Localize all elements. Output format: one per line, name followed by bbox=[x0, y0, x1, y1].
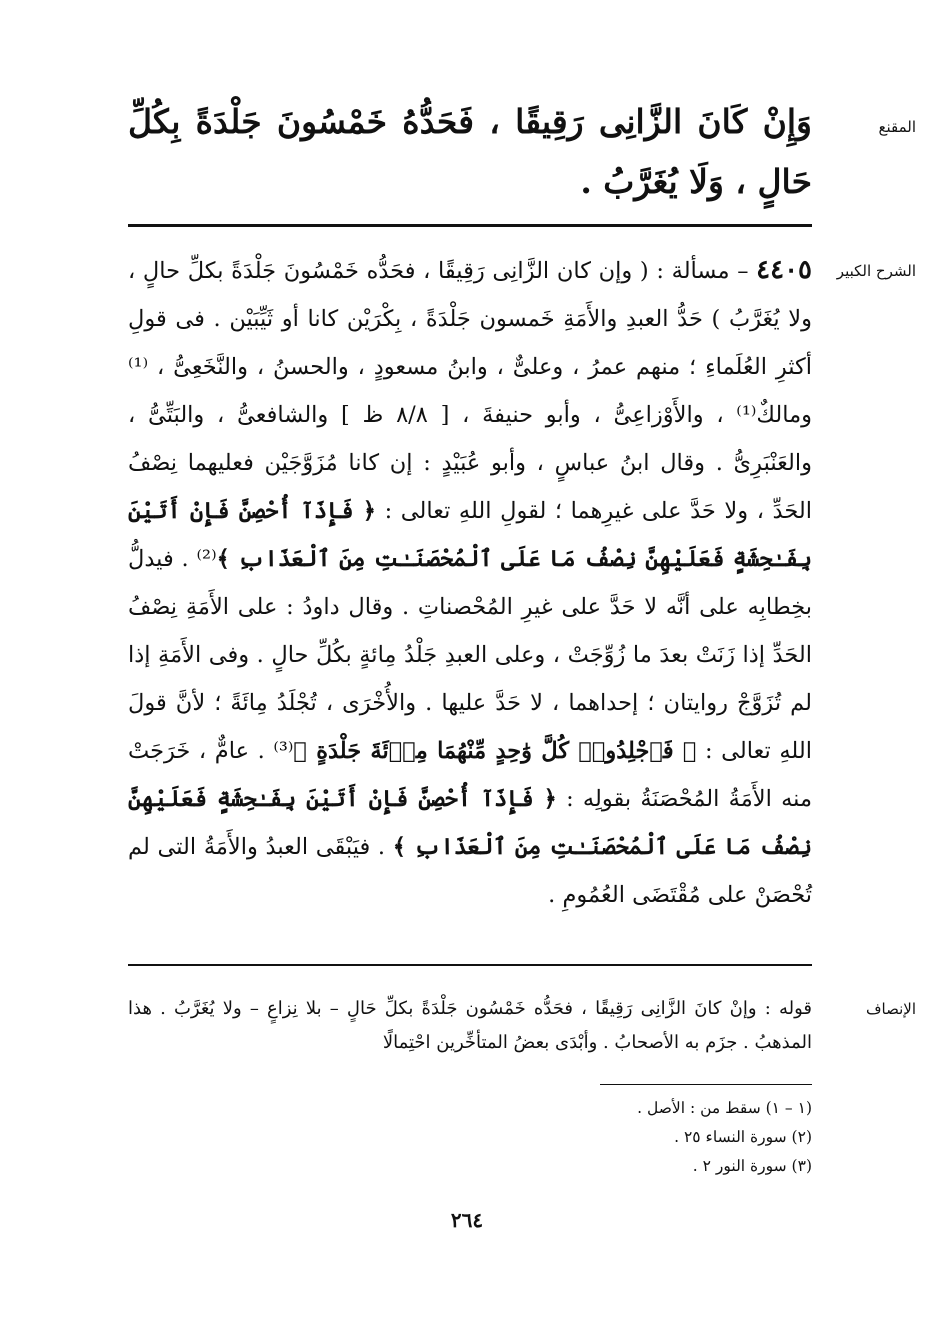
issue-number: ٤٤٠٥ bbox=[756, 255, 812, 285]
footnote-divider bbox=[600, 1084, 812, 1085]
sharh-paragraph-2: ⁽²⁾ . فيدلُّ بخِطابِه على أنَّه لا حَدَّ على غيرِ المُحْصناتِ . وقال داودُ : على الأَمَةِ نِصْفُ الحَدِّ إذا زَنَتْ بعدَ ما زُوِّجَتْ ، وعلى العبدِ جَلْدُ مِائةٍ بكُلِّ حالٍ . وفى الأَمَةِ إذا لم تُزَوَّجْ روايتان ؛ إحداهما ، لا حَدَّ عليها . والأُخْرَى ، تُجْلَدُ مِائَةً ؛ لأنَّ قولَ اللهِ تعالى : bbox=[128, 546, 812, 764]
quran-verse-3: ﴿ فَإِذَآ أُحْصِنَّ فَإِنْ أَتَيْنَ بِفَـٰحِشَةٍ فَعَلَيْهِنَّ نِصْفُ مَا عَلَى ٱلْمُحْصَنَـٰتِ مِنَ ٱلْعَذَابِ ﴾ bbox=[128, 786, 812, 860]
page-number: ٢٦٤ bbox=[450, 1208, 484, 1232]
footnote-item: (٣) سورة النور ٢ . bbox=[692, 1157, 812, 1175]
sharh-paragraph-4: . فيَبْقَى العبدُ والأَمَةُ التى لم تُحْصَنْ على مُقْتَضَى العُمُومِ . bbox=[128, 834, 812, 908]
sharh-paragraph-3: ⁽³⁾ . عامٌّ ، خَرَجَتْ منه الأَمَةُ المُحْصَنَةُ بقولِه : bbox=[128, 738, 812, 812]
footnote-item: (١ – ١) سقط من : الأصل . bbox=[637, 1099, 812, 1117]
footnotes bbox=[400, 1094, 812, 1181]
section-divider bbox=[128, 964, 812, 966]
sharh-paragraph-1: – مسألة : ( وإن كان الزَّانِى رَقِيقًا ، فحَدُّه خَمْسُونَ جَلْدَةً بكلِّ حالٍ ، ولا يُغَرَّبُ ) حَدُّ العبدِ والأَمَةِ خَمسون جَلْدَةً ، بِكْرَيْن كانا أو ثَيِّبَيْن . فى قولِ أكثرِ العُلَماءِ ؛ منهم عمرُ ، وعلىٌّ ، وابنُ مسعودٍ ، والحسنُ ، والنَّخَعِىُّ ، ⁽¹⁾ومالكٌ⁽¹⁾ ، والأَوْزاعِىُّ ، وأبو حنيفةَ ، [ ٨/٨ ظ ] والشافعىُّ ، والبَتِّىُّ ، والعَنْبَرِىُّ . وقال ابنُ عباسٍ ، وأبو عُبَيْدٍ : إن كانا مُزَوَّجَيْن فعليهما نِصْفُ الحَدِّ ، ولا حَدَّ على غيرِهما ؛ لقولِ اللهِ تعالى : bbox=[128, 258, 812, 524]
sharh-text bbox=[128, 246, 812, 919]
insaf-text: قوله : وإنْ كانَ الزَّانِى رَقِيقًا ، فحَدُّه خَمْسُون جَلْدَةً بكلِّ حَالٍ – بلا نِزاعٍ – ولا يُغَرَّبُ . هذا المذهبُ . جزَم به الأصحابُ . وأبْدَى بعضُ المتأخِّرين احْتِمالًا bbox=[128, 998, 812, 1053]
label-insaf: الإنصاف bbox=[865, 1000, 916, 1018]
muqni-text: وَإِنْ كَانَ الزَّانِى رَقِيقًا ، فَحَدُّهُ خَمْسُونَ جَلْدَةً بِكُلِّ حَالٍ ، وَلَا يُغَرَّبُ . bbox=[128, 102, 812, 201]
label-muqni: المقنع bbox=[878, 118, 916, 136]
label-sharh: الشرح الكبير bbox=[836, 262, 916, 280]
quran-verse-1: ﴿ فَإِذَآ أُحْصِنَّ فَإِنْ أَتَيْنَ بِفَـٰحِشَةٍ فَعَلَيْهِنَّ نِصْفُ مَا عَلَى ٱلْمُحْصَنَـٰتِ مِنَ ٱلْعَذَابِ ﴾ bbox=[128, 498, 813, 572]
footnote-item: (٢) سورة النساء ٢٥ . bbox=[674, 1128, 812, 1146]
quran-verse-2: ﴿ فَٱجْلِدُوا۟ كُلَّ وَٰحِدٍ مِّنْهُمَا مِا۟ئَةَ جَلْدَةٍ ﴾ bbox=[293, 738, 697, 764]
section-divider-thick bbox=[128, 224, 812, 227]
